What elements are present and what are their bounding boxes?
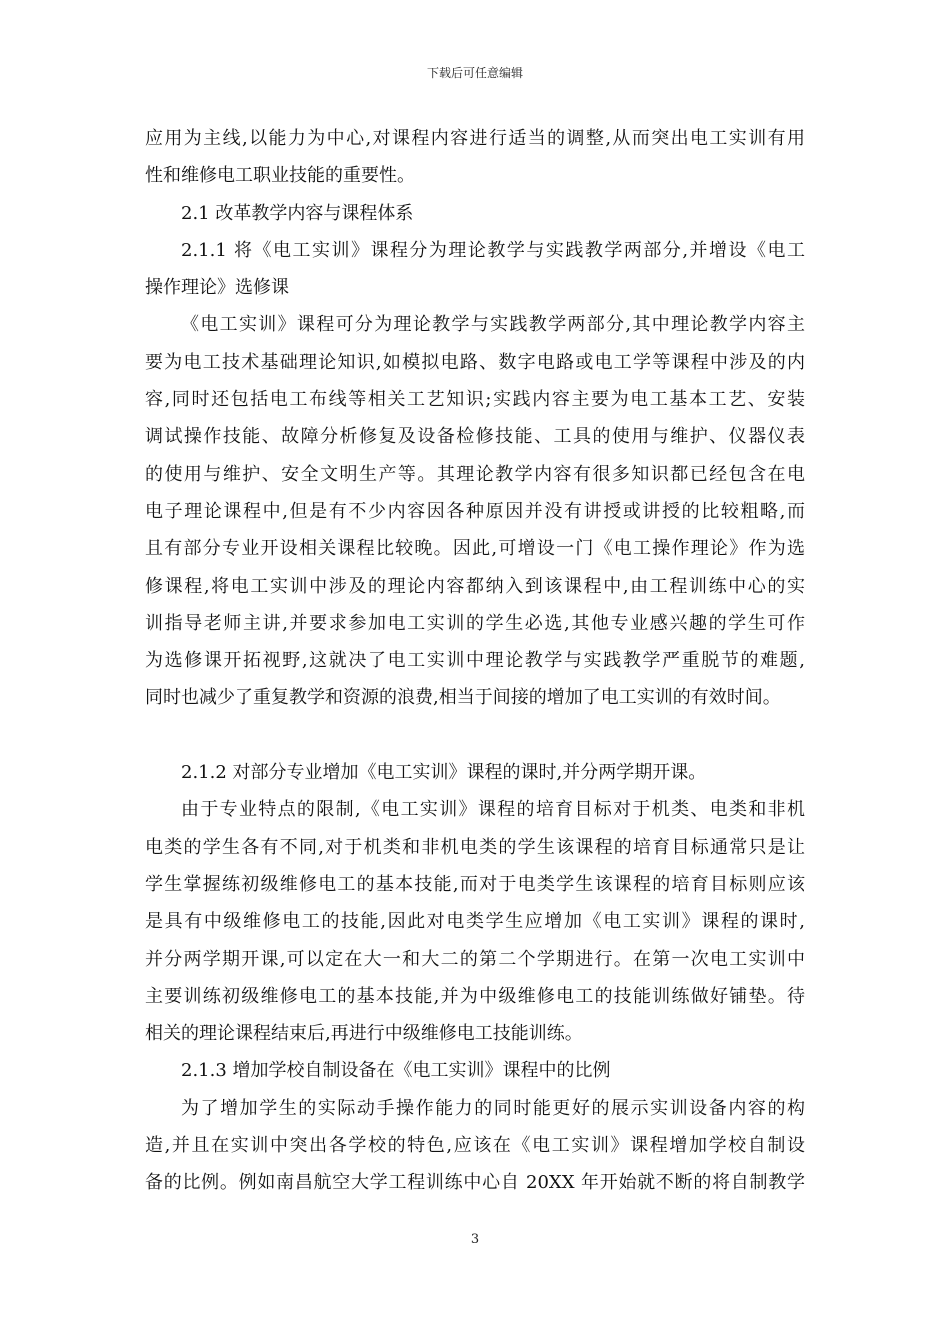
text-line: 且有部分专业开设相关课程比较晚。因此,可增设一门《电工操作理论》作为选 [145,538,805,560]
text-line: 并分两学期开课,可以定在大一和大二的第二个学期进行。在第一次电工实训中 [145,948,805,970]
text-line: 修课程,将电工实训中涉及的理论内容都纳入到该课程中,由工程训练中心的实 [145,575,805,597]
text-line: 《电工实训》课程可分为理论教学与实践教学两部分,其中理论教学内容主 [181,314,805,336]
document-body [145,120,805,1202]
text-line: 性和维修电工职业技能的重要性。 [145,165,415,187]
text-line: 是具有中级维修电工的技能,因此对电类学生应增加《电工实训》课程的课时, [145,911,805,933]
subsection-heading: 2.1.2 对部分专业增加《电工实训》课程的课时,并分两学期开课。 [181,762,707,784]
text-line: 要为电工技术基础理论知识,如模拟电路、数字电路或电工学等课程中涉及的内 [145,351,805,373]
text-line: 相关的理论课程结束后,再进行中级维修电工技能训练。 [145,1023,583,1045]
subsection-heading: 2.1.3 增加学校自制设备在《电工实训》课程中的比例 [181,1060,611,1082]
text-line: 学生掌握练初级维修电工的基本技能,而对于电类学生该课程的培育目标则应该 [145,873,805,895]
section-heading: 2.1 改革教学内容与课程体系 [181,202,414,224]
page-header: 下载后可任意编辑 [426,66,523,80]
text-line: 训指导老师主讲,并要求参加电工实训的学生必选,其他专业感兴趣的学生可作 [145,612,805,634]
text-line: 调试操作技能、故障分析修复及设备检修技能、工具的使用与维护、仪器仪表 [145,426,805,448]
subsection-heading-cont: 操作理论》选修课 [145,277,289,299]
text-line: 同时也减少了重复教学和资源的浪费,相当于间接的增加了电工实训的有效时间。 [145,687,781,709]
text-line: 容,同时还包括电工布线等相关工艺知识;实践内容主要为电工基本工艺、安装 [145,389,805,411]
text-line: 造,并且在实训中突出各学校的特色,应该在《电工实训》课程增加学校自制设 [145,1135,805,1157]
subsection-heading: 2.1.1 将《电工实训》课程分为理论教学与实践教学两部分,并增设《电工 [181,239,805,261]
paragraph-gap [145,717,805,754]
text-line: 的使用与维护、安全文明生产等。其理论教学内容有很多知识都已经包含在电 [145,463,805,485]
text-line: 为选修课开拓视野,这就决了电工实训中理论教学与实践教学严重脱节的难题, [145,650,805,672]
text-line: 备的比例。例如南昌航空大学工程训练中心自 20XX 年开始就不断的将自制教学 [145,1172,805,1194]
text-line: 电类的学生各有不同,对于机类和非机电类的学生该课程的培育目标通常只是让 [145,836,805,858]
text-line: 电子理论课程中,但是有不少内容因各种原因并没有讲授或讲授的比较粗略,而 [145,500,805,522]
page-number: 3 [470,1232,480,1247]
text-line: 主要训练初级维修电工的基本技能,并为中级维修电工的技能训练做好铺垫。待 [145,985,805,1007]
text-line: 应用为主线,以能力为中心,对课程内容进行适当的调整,从而突出电工实训有用 [145,128,805,149]
text-line: 为了增加学生的实际动手操作能力的同时能更好的展示实训设备内容的构 [181,1097,805,1119]
text-line: 由于专业特点的限制,《电工实训》课程的培育目标对于机类、电类和非机 [181,799,805,821]
